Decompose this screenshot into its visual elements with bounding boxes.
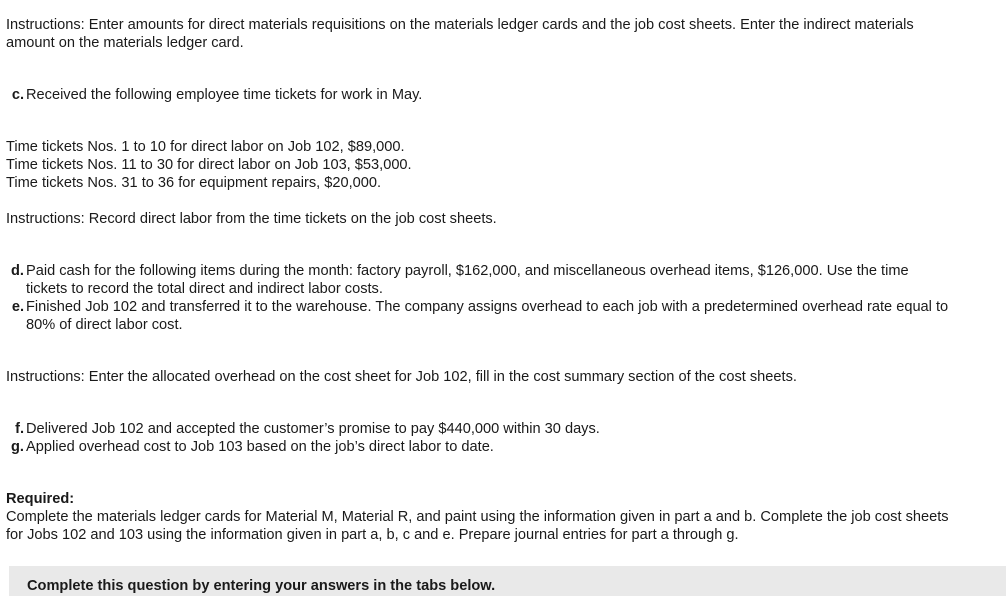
time-ticket-2: Time tickets Nos. 11 to 30 for direct labor on Job 103, $53,000. bbox=[6, 157, 412, 173]
item-g-text: Applied overhead cost to Job 103 based on the job’s direct labor to date. bbox=[26, 439, 494, 455]
item-e-label: e. bbox=[11, 299, 24, 315]
time-ticket-3: Time tickets Nos. 31 to 36 for equipment repairs, $20,000. bbox=[6, 175, 382, 191]
instructions-direct-labor: Instructions: Record direct labor from the time tickets on the job cost sheets. bbox=[6, 211, 497, 227]
item-d-text: Paid cash for the following items during the month: factory payroll, $162,000, and miscellaneous overhead items, $126,000. Use the time tickets to record the total direct and indirect labor costs. bbox=[26, 263, 909, 297]
item-e-text: Finished Job 102 and transferred it to the warehouse. The company assigns overhead to each job with a predetermined overhead rate equal to 80% of direct labor cost. bbox=[26, 299, 949, 333]
item-g-label: g. bbox=[11, 439, 24, 455]
tabs-banner bbox=[9, 566, 1006, 596]
item-c-label: c. bbox=[11, 87, 24, 103]
item-f-label: f. bbox=[15, 421, 24, 437]
required-text: Complete the materials ledger cards for Material M, Material R, and paint using the information given in part a and b. Complete the job cost sheets for Jobs 102 and 103 using the information given in part a, b, c and e. Prepare journal entries for part a through g. bbox=[6, 509, 949, 543]
item-f-text: Delivered Job 102 and accepted the customer’s promise to pay $440,000 within 30 days. bbox=[26, 421, 600, 437]
item-c-text: Received the following employee time tickets for work in May. bbox=[26, 87, 423, 103]
required-heading: Required: bbox=[6, 491, 75, 507]
tabs-banner-text: Complete this question by entering your answers in the tabs below. bbox=[27, 578, 496, 594]
time-ticket-1: Time tickets Nos. 1 to 10 for direct labor on Job 102, $89,000. bbox=[6, 139, 405, 155]
item-d-label: d. bbox=[11, 263, 24, 279]
instructions-materials: Instructions: Enter amounts for direct materials requisitions on the materials ledger cards and the job cost sheets. Enter the indirect materials amount on the materials ledger card. bbox=[6, 17, 914, 51]
instructions-overhead: Instructions: Enter the allocated overhead on the cost sheet for Job 102, fill in the cost summary section of the cost sheets. bbox=[6, 369, 797, 385]
